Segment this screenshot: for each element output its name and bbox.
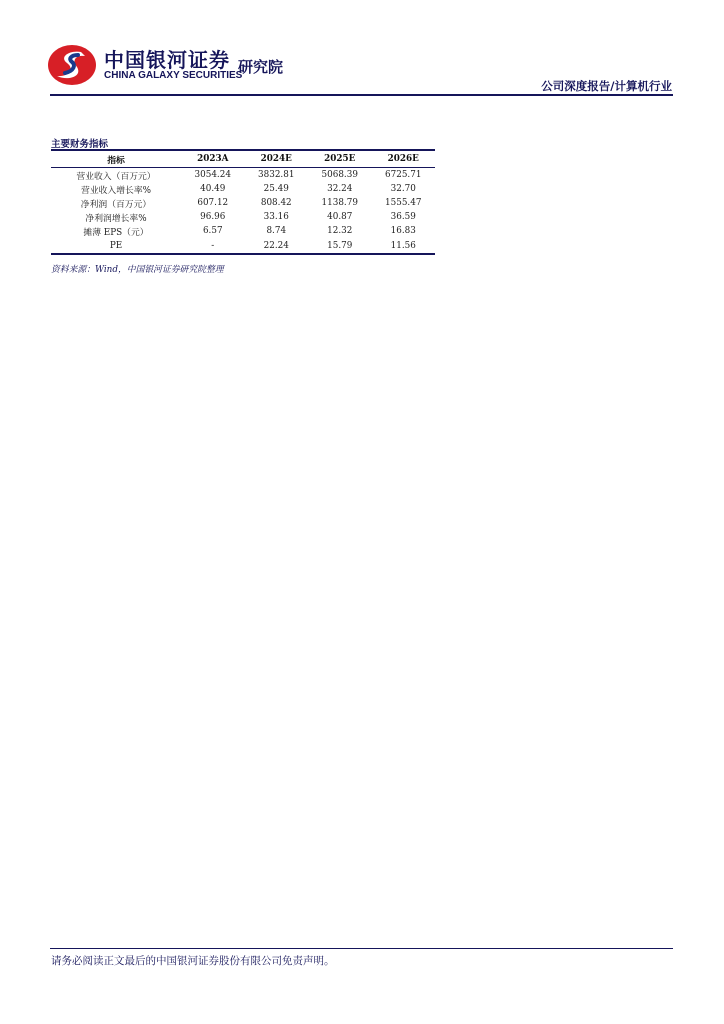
table-row <box>51 224 435 238</box>
page-header <box>0 0 724 100</box>
table-cell: 11.56 <box>390 240 416 251</box>
brand-name-en: CHINA GALAXY SECURITIES <box>104 70 243 81</box>
column-header: 指标 <box>51 150 181 168</box>
table-cell: 40.87 <box>327 212 353 223</box>
brand-sub: 研究院 <box>238 58 284 76</box>
column-header: 2025E <box>308 150 372 168</box>
column-header: 2023A <box>181 150 245 168</box>
table-row <box>51 182 435 196</box>
table-cell: 36.59 <box>390 212 416 223</box>
table-cell: 1138.79 <box>321 198 358 209</box>
table-cell: 8.74 <box>266 226 287 237</box>
table-cell: 32.70 <box>390 184 416 195</box>
row-label: 营业收入（百万元） <box>76 171 156 182</box>
row-label: PE <box>109 240 123 251</box>
table-cell: 32.24 <box>327 184 353 195</box>
table-header-row <box>51 150 435 168</box>
table-title: 主要财务指标 <box>51 139 109 150</box>
table-cell: 15.79 <box>327 240 353 251</box>
table-cell: 3054.24 <box>194 170 231 181</box>
row-label: 净利润增长率% <box>85 213 147 224</box>
table-row <box>51 238 435 253</box>
footer-disclaimer: 请务必阅读正文最后的中国银河证券股份有限公司免责声明。 <box>51 955 335 967</box>
financial-table <box>51 149 435 255</box>
table-cell: 808.42 <box>260 198 292 209</box>
table-cell: 6725.71 <box>385 170 422 181</box>
table-cell: 96.96 <box>200 212 226 223</box>
table-row <box>51 196 435 210</box>
table-cell: 607.12 <box>197 198 229 209</box>
table-cell: 25.49 <box>263 184 289 195</box>
table-cell: - <box>211 240 215 251</box>
table-cell: 33.16 <box>263 212 289 223</box>
row-label: 营业收入增长率% <box>81 185 151 196</box>
column-header: 2026E <box>372 150 436 168</box>
table-cell: 6.57 <box>202 226 223 237</box>
table-cell: 3832.81 <box>258 170 295 181</box>
data-source-note: 资料来源：Wind，中国银河证券研究院整理 <box>51 265 224 275</box>
table-row <box>51 210 435 224</box>
table-cell: 1555.47 <box>385 198 422 209</box>
table-cell: 16.83 <box>390 226 416 237</box>
row-label: 净利润（百万元） <box>80 199 152 210</box>
table-cell: 22.24 <box>263 240 289 251</box>
table-cell: 5068.39 <box>321 170 358 181</box>
column-header: 2024E <box>245 150 309 168</box>
report-type: 公司深度报告/计算机行业 <box>541 79 672 93</box>
brand-name-cn: 中国银河证券 <box>104 48 230 72</box>
table-cell: 12.32 <box>327 226 353 237</box>
galaxy-logo-icon <box>47 43 97 87</box>
table-row <box>51 168 435 183</box>
footer-divider <box>50 948 673 949</box>
row-label: 摊薄 EPS（元） <box>83 227 149 238</box>
table-cell: 40.49 <box>200 184 226 195</box>
header-divider <box>50 94 673 96</box>
